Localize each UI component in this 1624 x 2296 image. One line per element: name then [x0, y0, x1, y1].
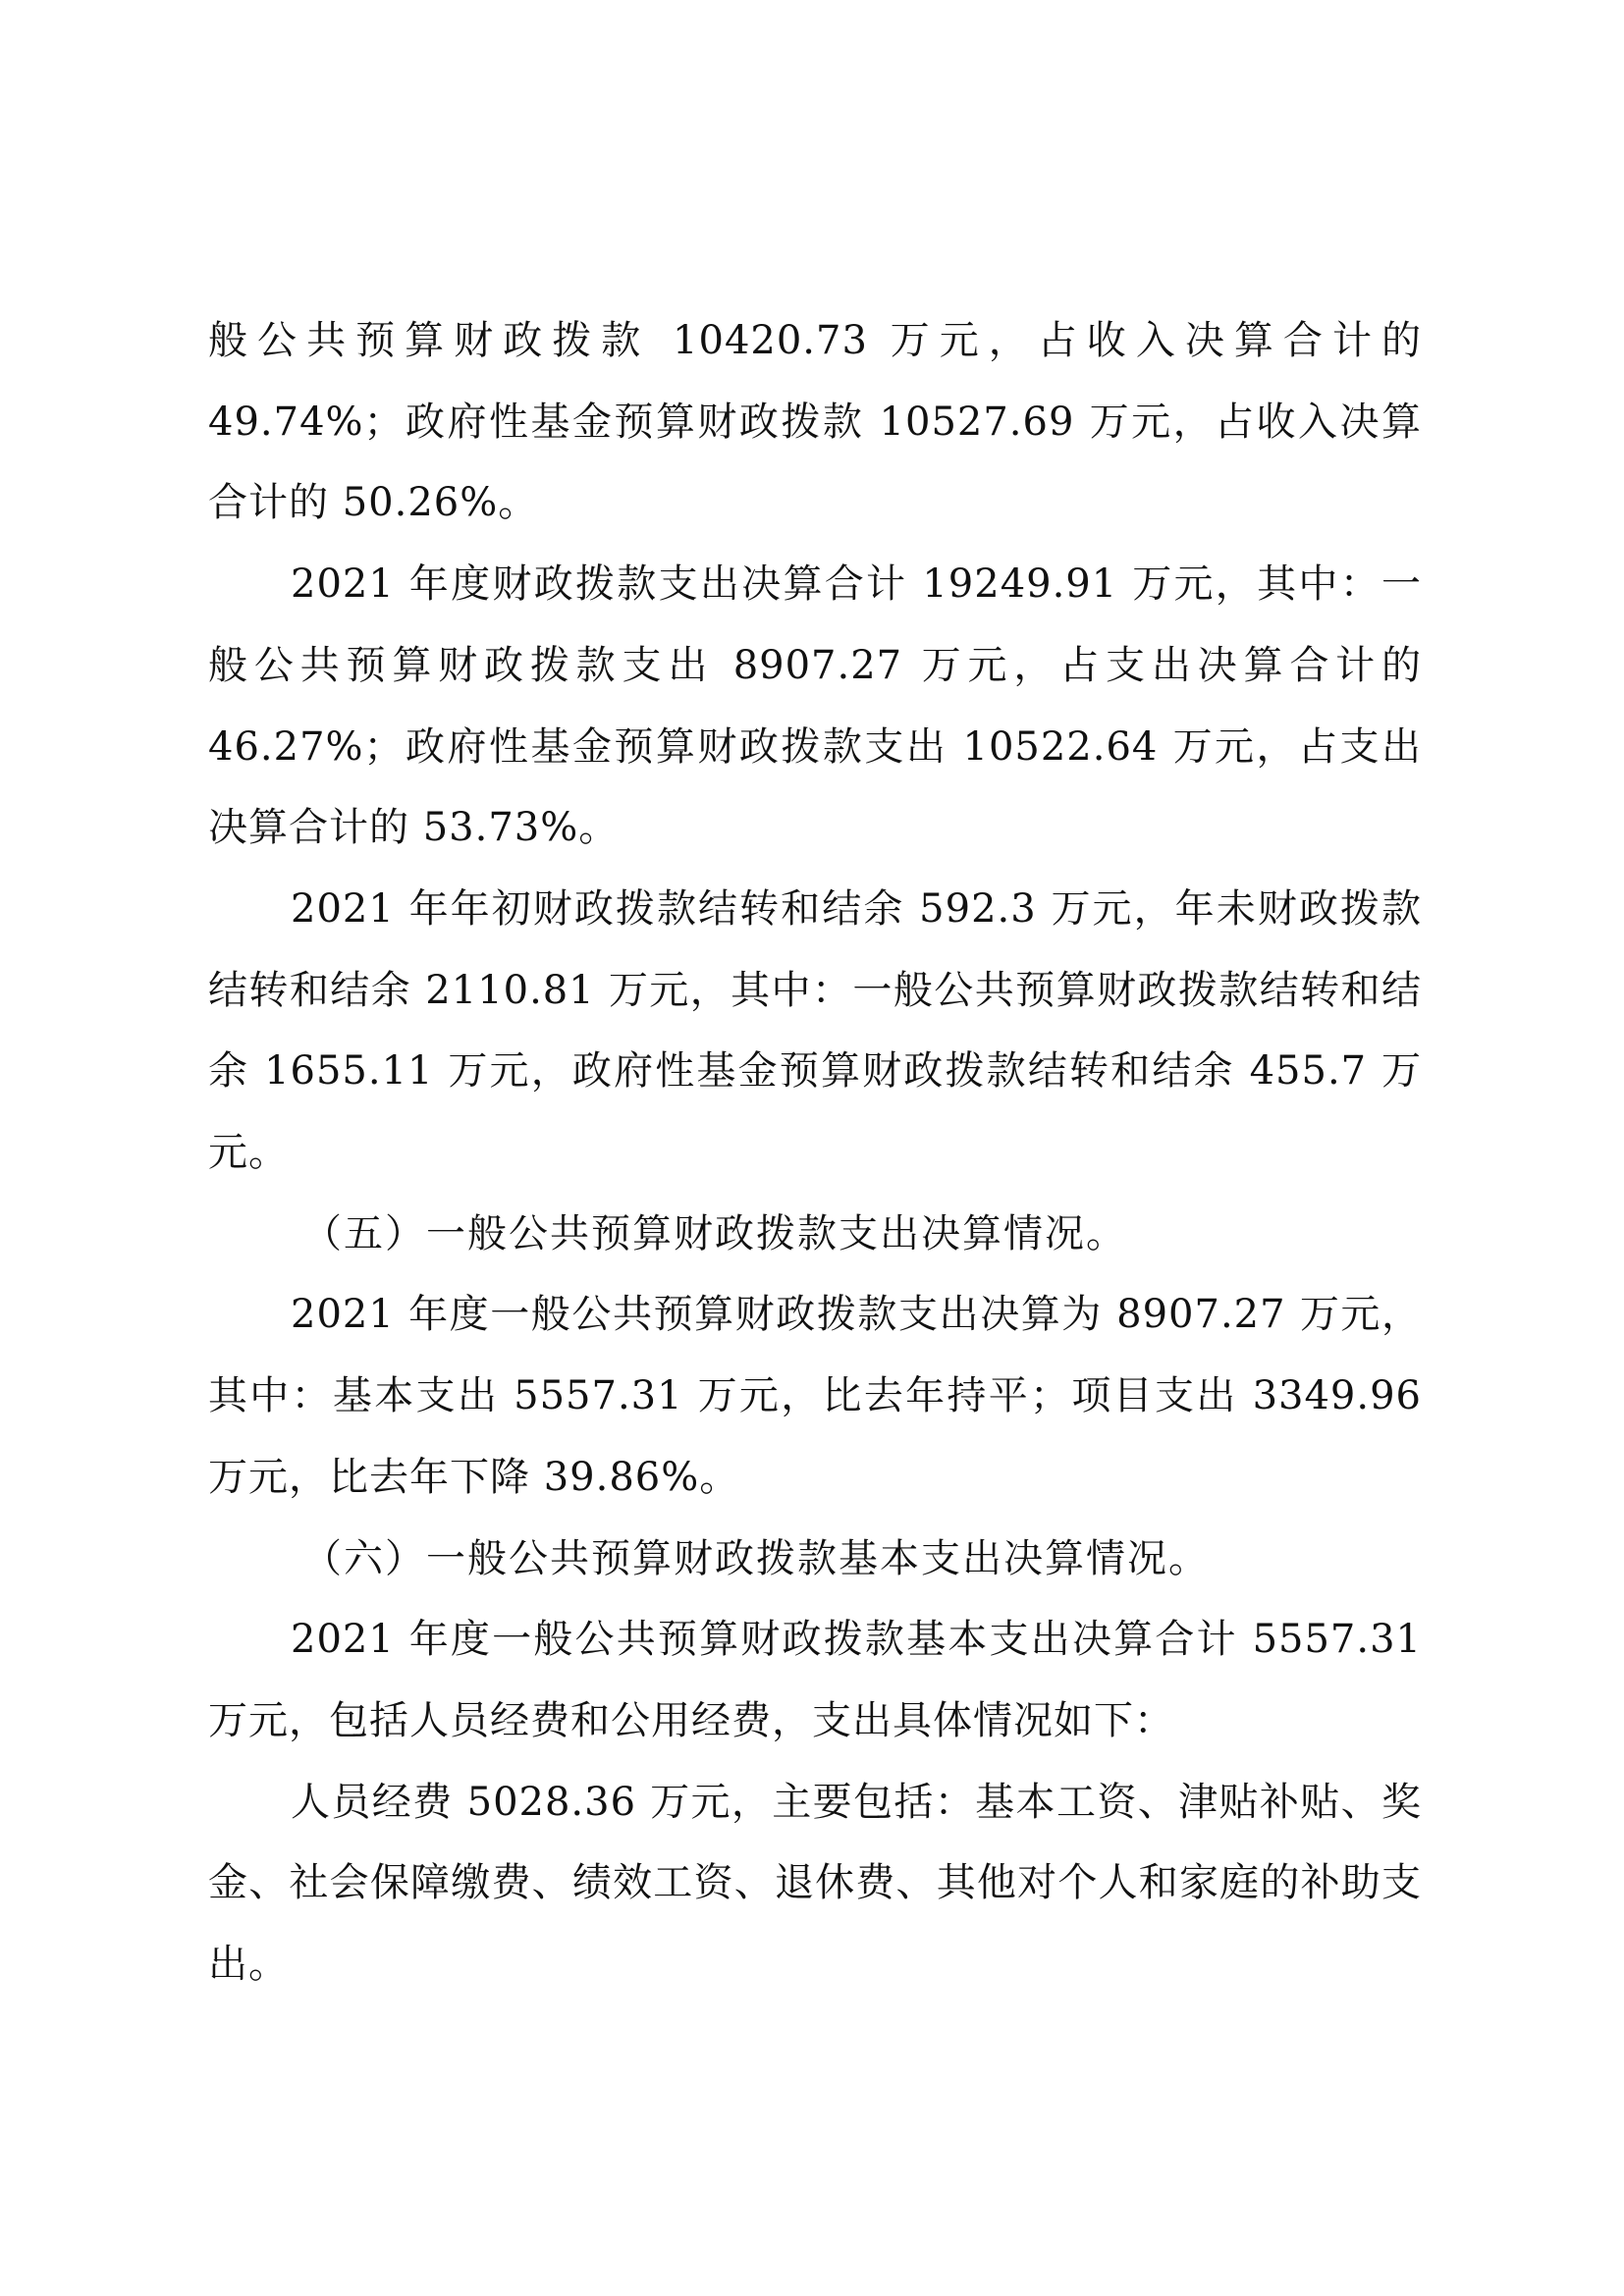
paragraph-continuation-revenue: 般公共预算财政拨款 10420.73 万元，占收入决算合计的 49.74%；政府性基金预算财政拨款 10527.69 万元，占收入决算合计的 50.26%。: [208, 318, 1422, 526]
paragraph-expenditure-total: 2021 年度财政拨款支出决算合计 19249.91 万元，其中：一般公共预算财政拨款支出 8907.27 万元，占支出决算合计的 46.27%；政府性基金预算财政拨款支出 10522.64 万元，占支出决算合计的 53.73%。: [208, 561, 1422, 851]
paragraph-general-budget-expenditure: 2021 年度一般公共预算财政拨款支出决算为 8907.27 万元，其中：基本支出 5557.31 万元，比去年持平；项目支出 3349.96 万元，比去年下降 39.86%。: [208, 1292, 1422, 1500]
document-body: [208, 300, 1422, 2005]
paragraph-personnel-expenses: 人员经费 5028.36 万元，主要包括：基本工资、津贴补贴、奖金、社会保障缴费、绩效工资、退休费、其他对个人和家庭的补助支出。: [208, 1779, 1422, 1988]
section-heading-six: （六）一般公共预算财政拨款基本支出决算情况。: [302, 1535, 1210, 1581]
paragraph-carryover-balance: 2021 年年初财政拨款结转和结余 592.3 万元，年未财政拨款结转和结余 2110.81 万元，其中：一般公共预算财政拨款结转和结余 1655.11 万元，政府性基金预算财政拨款结转和结余 455.7 万元。: [208, 885, 1422, 1176]
section-heading-five: （五）一般公共预算财政拨款支出决算情况。: [302, 1210, 1127, 1256]
paragraph-basic-expenditure: 2021 年度一般公共预算财政拨款基本支出决算合计 5557.31 万元，包括人员经费和公用经费，支出具体情况如下：: [208, 1617, 1422, 1743]
